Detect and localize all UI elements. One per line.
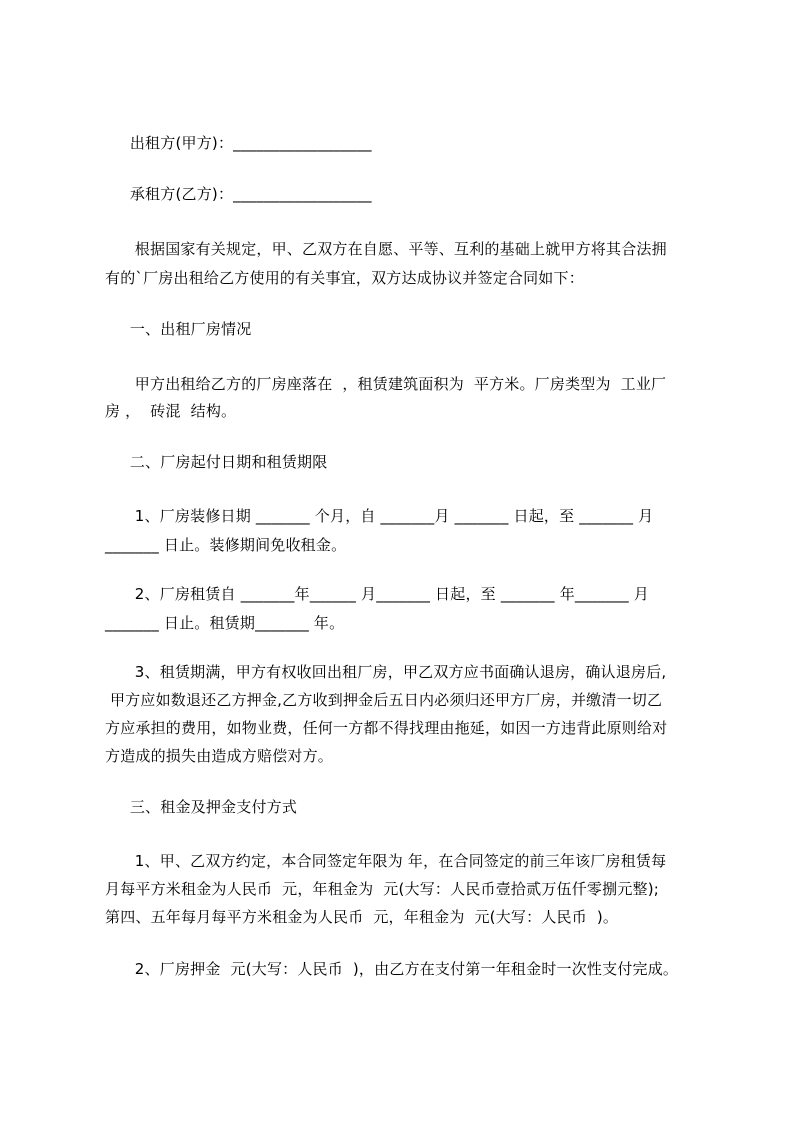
clause-2-3-line-4: 方造成的损失由造成方赔偿对方。: [105, 747, 334, 765]
clause-2-3-line-1: 3、租赁期满，甲方有权收回出租厂房，甲乙双方应书面确认退房，确认退房后,: [105, 663, 667, 681]
clause-2-1-line-1: 1、厂房装修日期 _______ 个月，自 _______月 _______ 日起，至 _______ 月: [105, 507, 654, 525]
lessor-line: 出租方(甲方)：__________________: [105, 134, 372, 152]
section-1-line-1: 甲方出租给乙方的厂房座落在 ，租赁建筑面积为 平方米。厂房类型为 工业厂: [105, 375, 667, 393]
clause-2-3-line-3: 方应承担的费用，如物业费，任何一方都不得找理由拖延，如因一方违背此原则给对: [105, 719, 668, 737]
preamble-line-2: 有的`厂房出租给乙方使用的有关事宜，双方达成协议并签定合同如下：: [105, 269, 584, 287]
clause-3-1-line-1: 1、甲、乙双方约定，本合同签定年限为 年，在合同签定的前三年该厂房租赁每: [105, 852, 667, 870]
section-1-heading: 一、出租厂房情况: [105, 320, 252, 338]
clause-3-1-line-2: 月每平方米租金为人民币 元，年租金为 元(大写：人民币壹拾贰万伍仟零捌元整);: [105, 880, 660, 898]
clause-2-2-line-1: 2、厂房租赁自 _______年______ 月_______ 日起，至 _______ 年_______ 月: [105, 585, 649, 603]
clause-3-1-line-3: 第四、五年每月每平方米租金为人民币 元，年租金为 元(大写：人民币 )。: [105, 908, 619, 926]
clause-2-2-line-2: _______ 日止。租赁期_______ 年。: [105, 614, 345, 632]
preamble-line-1: 根据国家有关规定，甲、乙双方在自愿、平等、互利的基础上就甲方将其合法拥: [105, 240, 667, 258]
section-3-heading: 三、租金及押金支付方式: [105, 798, 298, 816]
clause-2-1-line-2: _______ 日止。装修期间免收租金。: [105, 536, 347, 554]
lessee-line: 承租方(乙方)：__________________: [105, 185, 372, 203]
section-1-line-2: 房 ， 砖混 结构。: [105, 402, 237, 420]
clause-2-3-line-2: 甲方应如数退还乙方押金,乙方收到押金后五日内必须归还甲方厂房，并缴清一切乙: [105, 691, 663, 709]
clause-3-2-line-1: 2、厂房押金 元(大写：人民币 )，由乙方在支付第一年租金时一次性支付完成。: [105, 960, 679, 978]
section-2-heading: 二、厂房起付日期和租赁期限: [105, 453, 328, 471]
